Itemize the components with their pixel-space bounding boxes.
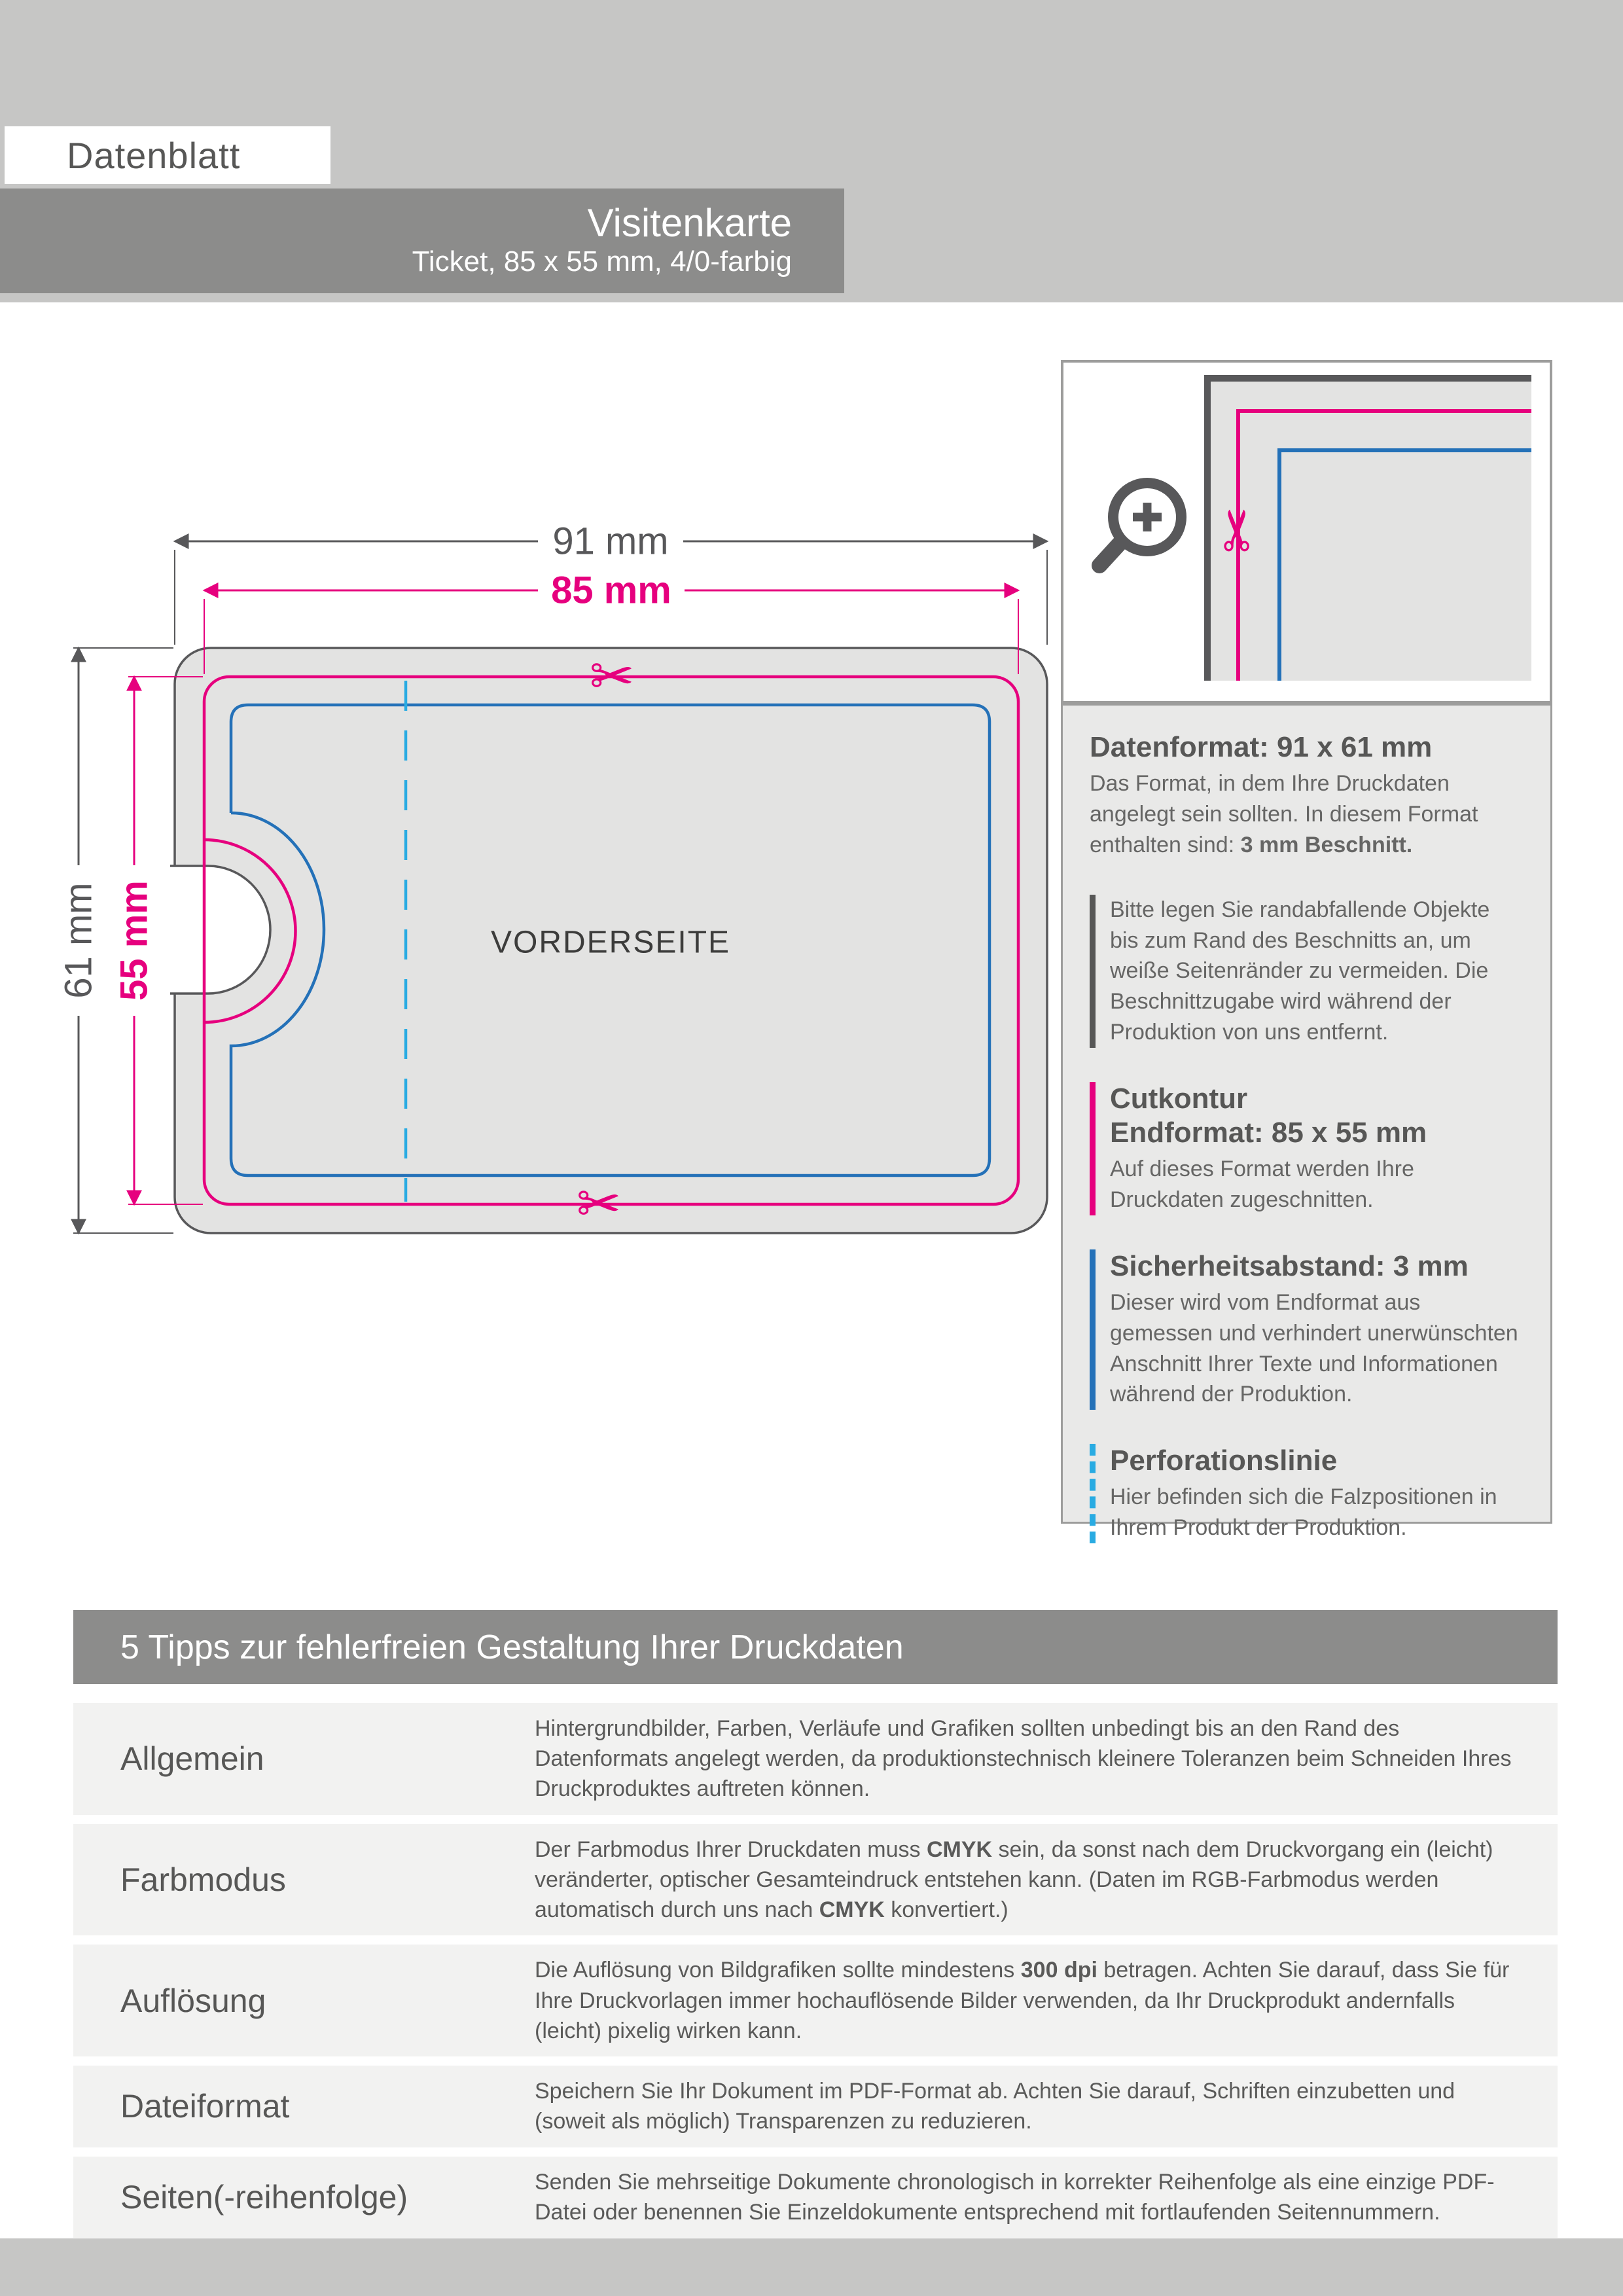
format-info-panel [1061, 704, 1552, 1541]
tips-table [73, 1703, 1558, 2247]
datenblatt-label: Datenblatt [67, 134, 241, 176]
perforation-text: Hier befinden sich die Falzpositionen in Ihrem Produkt der Produktion. [1110, 1484, 1497, 1541]
scissors-icon: ✂ [576, 1174, 622, 1234]
tip-text [535, 1824, 1558, 1936]
safety-title: Sicherheitsabstand: 3 mm [1110, 1249, 1469, 1282]
tip-text-part: Der Farbmodus Ihrer Druckdaten muss [535, 1837, 927, 1862]
dim-label-55mm: 55 mm [113, 880, 156, 1001]
datenformat-text-bold: 3 mm Beschnitt. [1240, 832, 1413, 857]
tip-label: Auflösung [120, 1982, 266, 2019]
endformat-text: Auf dieses Format werden Ihre Druckdaten zugeschnitten. [1110, 1156, 1414, 1212]
tip-text [535, 1945, 1558, 2056]
tip-text-part: betragen. Achten Sie darauf, dass Sie für Ihre Druckvorlagen immer hochauflösende Bilder verwenden, da Ihr Druckprodukt andernfalls (leicht) pixelig wirken kann. [535, 1958, 1510, 2043]
perforation-title: Perforationslinie [1110, 1444, 1338, 1477]
perforation-section [1090, 1444, 1524, 1543]
cutkontur-title: Cutkontur [1110, 1083, 1248, 1115]
product-title: Visitenkarte [587, 201, 792, 245]
tip-row-allgemein [73, 1703, 1558, 1815]
dim-label-61mm: 61 mm [57, 882, 100, 999]
tips-heading-band [73, 1610, 1558, 1684]
tip-text-part: sein, da sonst nach dem Druckvorgang ein (leicht) veränderter, optischer Gesamteindruck entstehen kann. (Daten im RGB-Farbmodus werden automatisch durch uns nach [535, 1837, 1493, 1923]
endformat-title: Endformat: 85 x 55 mm [1110, 1117, 1427, 1149]
dim-label-91mm: 91 mm [552, 520, 669, 563]
tip-row-farbmodus [73, 1824, 1558, 1936]
tip-row-dateiformat [73, 2066, 1558, 2147]
footer-band [0, 2238, 1623, 2296]
tip-text-part: Speichern Sie Ihr Dokument im PDF-Format ab. Achten Sie darauf, Schriften einzubetten und (soweit als möglich) Transparenzen zu reduzieren. [535, 2079, 1455, 2134]
corner-zoom-art [1063, 363, 1550, 701]
scissors-icon: ✂ [1207, 506, 1270, 554]
tip-text-part: konvertiert.) [884, 1897, 1008, 1923]
dim-label-85mm: 85 mm [551, 569, 671, 612]
tip-text-bold: CMYK [819, 1897, 885, 1923]
tip-text [535, 1703, 1558, 1815]
datenformat-text-part: Das Format, in dem Ihre Druckdaten angelegt sein sollten. In diesem Format enthalten sind: [1090, 770, 1478, 857]
tip-text-bold: CMYK [926, 1837, 993, 1862]
safety-text: Dieser wird vom Endformat aus gemessen und verhindert unerwünschten Anschnitt Ihrer Texte und Informationen während der Produktion. [1110, 1289, 1518, 1407]
datenformat-section [1090, 730, 1524, 861]
tip-text [535, 2157, 1558, 2238]
product-title-band [0, 188, 844, 293]
tip-label: Allgemein [120, 1740, 264, 1778]
safety-section [1090, 1249, 1524, 1410]
corner-zoom-box [1061, 360, 1552, 704]
datenblatt-label-box [5, 126, 330, 184]
tip-row-aufloesung [73, 1945, 1558, 2056]
tip-label: Seiten(-reihenfolge) [120, 2178, 408, 2215]
bleed-note-text: Bitte legen Sie randabfallende Objekte bis zum Rand des Beschnitts an, um weiße Seitenränder zu vermeiden. Die Beschnittzugabe wird während der Produktion von uns entfernt. [1110, 897, 1490, 1045]
scissors-icon: ✂ [589, 647, 635, 707]
tip-label: Farbmodus [120, 1861, 286, 1899]
cutkontur-section [1090, 1082, 1524, 1215]
datenformat-text [1090, 768, 1524, 861]
tip-text-part: Die Auflösung von Bildgrafiken sollte mindestens [535, 1958, 1021, 1983]
product-subtitle: Ticket, 85 x 55 mm, 4/0-farbig [412, 245, 792, 278]
card-side-label: VORDERSEITE [490, 925, 731, 960]
tip-row-seitenreihenfolge [73, 2157, 1558, 2238]
tip-text [535, 2066, 1558, 2147]
tip-text-part: Hintergrundbilder, Farben, Verläufe und Grafiken sollten unbedingt bis an den Rand des Datenformats angelegt werden, da produktionstechnisch kleinere Toleranzen beim Schneiden Ihres Druckproduktes auftreten können. [535, 1716, 1512, 1802]
magnifier-icon [1099, 483, 1181, 565]
bleed-note-section [1090, 895, 1524, 1049]
datenformat-title: Datenformat: 91 x 61 mm [1090, 731, 1433, 763]
tip-text-part: Senden Sie mehrseitige Dokumente chronologisch in korrekter Reihenfolge als eine einzige PDF-Datei oder benennen Sie Einzeldokumente entsprechend mit fortlaufenden Seitennummern. [535, 2169, 1495, 2225]
card-measurement-diagram [0, 393, 1060, 1309]
tip-label: Dateiformat [120, 2088, 290, 2125]
tips-heading: 5 Tipps zur fehlerfreien Gestaltung Ihrer Druckdaten [120, 1628, 904, 1666]
tip-text-bold: 300 dpi [1020, 1958, 1097, 1983]
